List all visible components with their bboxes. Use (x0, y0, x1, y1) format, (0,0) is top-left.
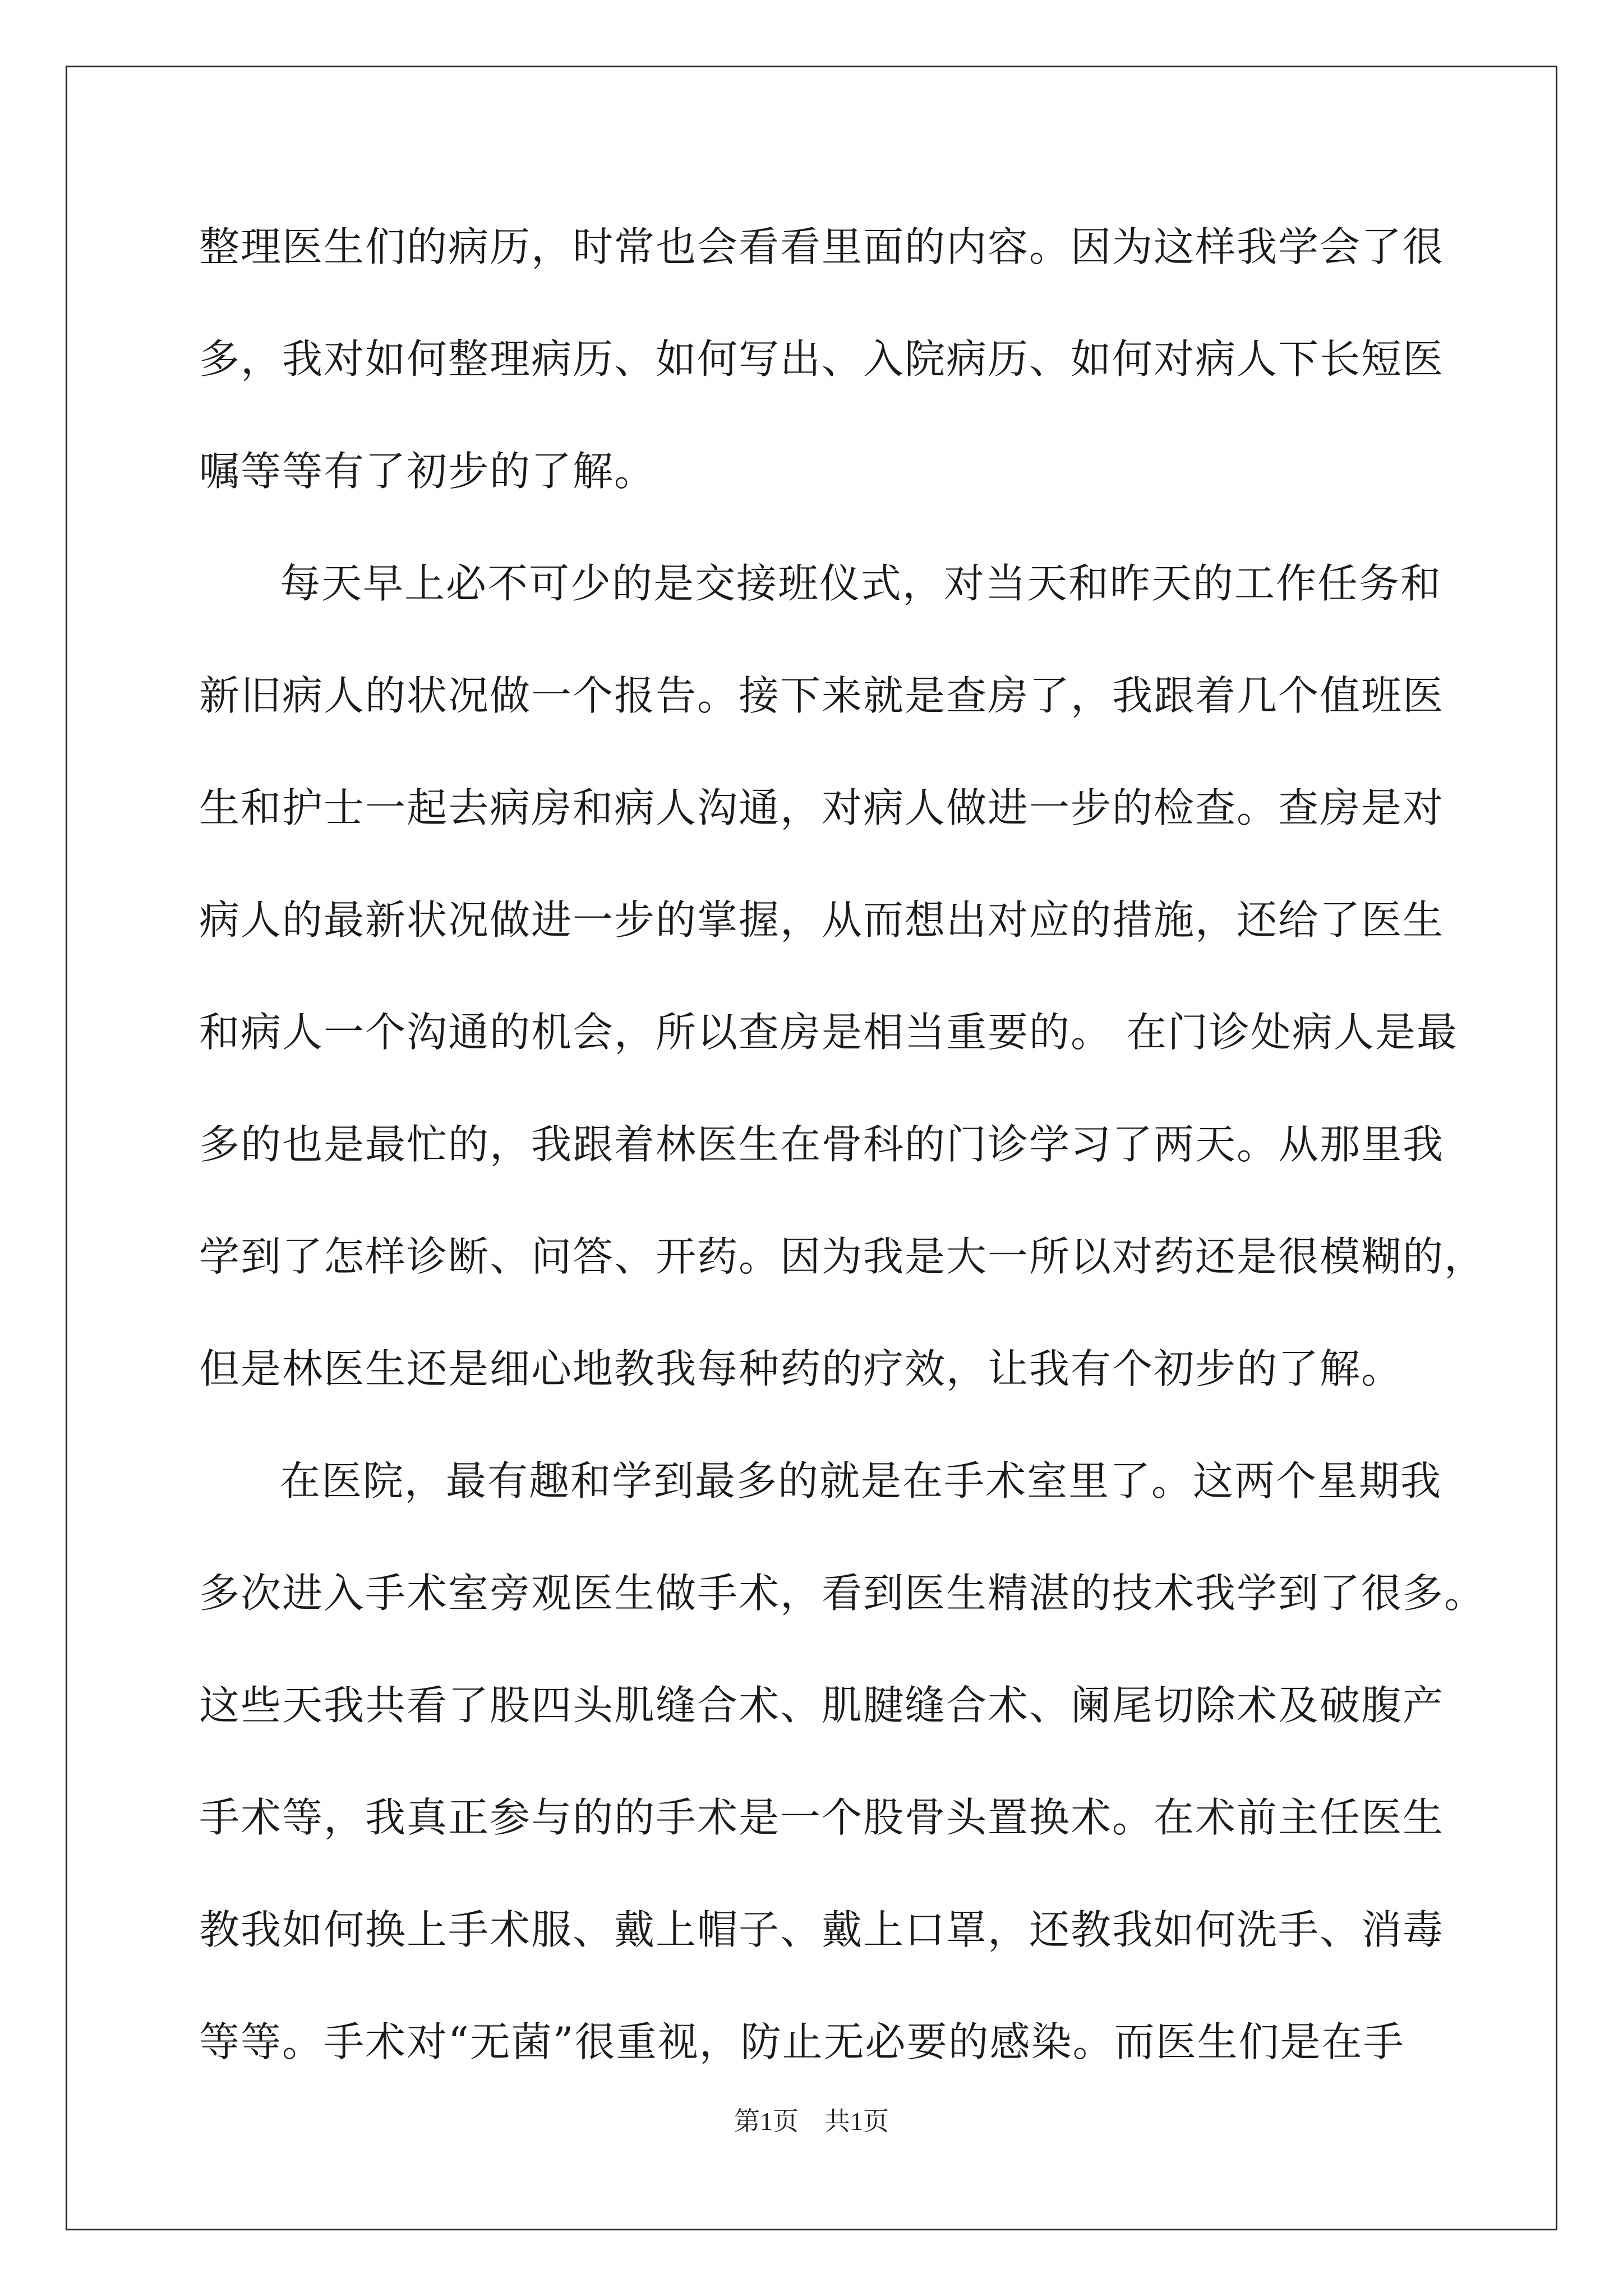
text-line: 多，我对如何整理病历、如何写出、入院病历、如何对病人下长短医 (199, 335, 1445, 383)
text-line: 新旧病人的状况做一个报告。接下来就是查房了，我跟着几个值班医 (199, 672, 1445, 719)
text-line: 多次进入手术室旁观医生做手术，看到医生精湛的技术我学到了很多。 (199, 1570, 1486, 1617)
text-line: 嘱等等有了初步的了解。 (199, 448, 656, 495)
text-line: 这些天我共看了股四头肌缝合术、肌腱缝合术、阑尾切除术及破腹产 (199, 1682, 1445, 1729)
text-line: 和病人一个沟通的机会，所以查房是相当重要的。 在门诊处病人是最 (199, 1009, 1458, 1056)
document-body (199, 219, 1486, 2126)
text-line: 教我如何换上手术服、戴上帽子、戴上口罩，还教我如何洗手、消毒 (199, 1906, 1445, 1953)
text-line: 病人的最新状况做进一步的掌握，从而想出对应的措施，还给了医生 (199, 896, 1445, 944)
page-number-footer: 第1页 共1页 (734, 2107, 889, 2136)
text-line: 生和护士一起去病房和病人沟通，对病人做进一步的检查。查房是对 (199, 784, 1445, 831)
text-line: 整理医生们的病历，时常也会看看里面的内容。因为这样我学会了很 (199, 223, 1445, 270)
text-line: 等等。手术对“无菌”很重视，防止无必要的感染。而医生们是在手 (199, 2018, 1405, 2065)
paragraph-start-line: 每天早上必不可少的是交接班仪式，对当天和昨天的工作任务和 (280, 560, 1442, 607)
text-line: 学到了怎样诊断、问答、开药。因为我是大一所以对药还是很模糊的， (199, 1233, 1486, 1280)
text-line: 多的也是最忙的，我跟着林医生在骨科的门诊学习了两天。从那里我 (199, 1121, 1445, 1168)
text-line: 但是林医生还是细心地教我每种药的疗效，让我有个初步的了解。 (199, 1345, 1403, 1392)
paragraph-start-line: 在医院，最有趣和学到最多的就是在手术室里了。这两个星期我 (280, 1457, 1442, 1504)
text-line: 手术等，我真正参与的的手术是一个股骨头置换术。在术前主任医生 (199, 1794, 1445, 1841)
